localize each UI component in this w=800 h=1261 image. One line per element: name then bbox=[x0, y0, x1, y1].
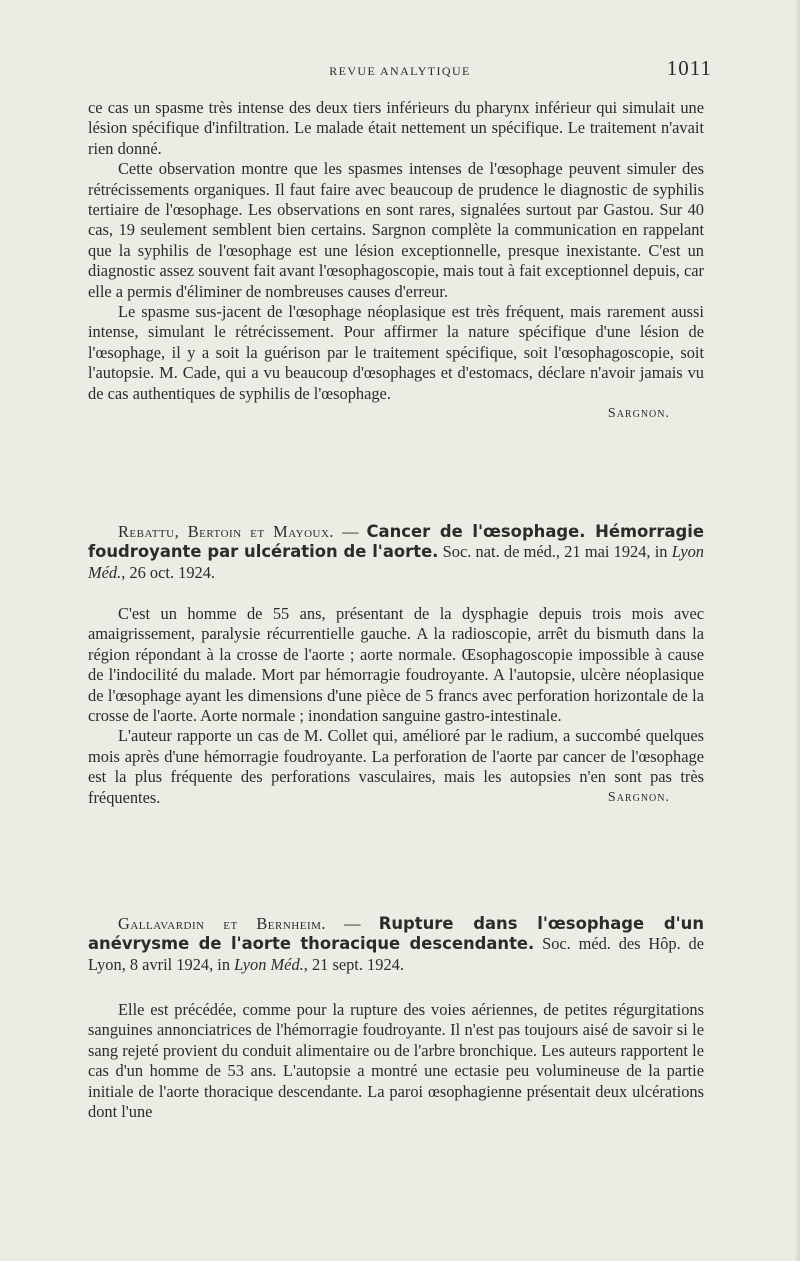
paragraph: Le spasme sus-jacent de l'œsophage néoplasique est très fréquent, mais rarement aussi intense, simulant le rétrécissement. Pour affirmer la nature spécifique d'une lésion de l'œsophage, il y a soit la guérison par le traitement spécifique, soit l'œsophagoscopie, soit l'autopsie. M. Cade, qui a vu beaucoup d'œsophages et d'estomacs, déclare n'avoir jamais vu de cas authentiques de syphilis de l'œsophage. bbox=[88, 302, 704, 403]
journal-name: Lyon Méd. bbox=[88, 542, 704, 582]
section-2 bbox=[88, 522, 704, 583]
signature: Sargnon. bbox=[607, 789, 670, 805]
section-3 bbox=[88, 914, 704, 975]
article-title: Rupture dans l'œsophage d'un anévrysme de l'aorte thoracique descendante. bbox=[88, 914, 705, 954]
paragraph-text: L'auteur rapporte un cas de M. Collet qui, amélioré par le radium, a succombé quelques mois après d'une hémorragie foudroyante. La perforation de l'aorte par cancer de l'œsophage est la plus fréquente des perforations vasculaires, mais les autopsies n'en sont pas très fréquentes. bbox=[88, 726, 704, 807]
citation-date: , 21 sept. 1924. bbox=[303, 954, 404, 974]
paragraph: ce cas un spasme très intense des deux tiers inférieurs du pharynx inférieur qui simulait une lésion spécifique d'infiltration. Le malade était nettement un spécifique. Le traitement n'avait rien donné. bbox=[88, 98, 704, 158]
running-title: REVUE ANALYTIQUE bbox=[329, 64, 471, 78]
section-2-body bbox=[88, 604, 704, 808]
citation: Soc. méd. des Hôp. de Lyon, 8 avril 1924, in bbox=[88, 934, 704, 974]
section-1 bbox=[88, 98, 704, 425]
page-edge bbox=[794, 0, 800, 1261]
paragraph: Elle est précédée, comme pour la rupture des voies aériennes, de petites régurgitations sanguines annonciatrices de l'hémorragie foudroyante. Il n'est pas toujours aisé de savoir si le sang rejeté provient du conduit alimentaire ou de l'arbre bronchique. Les auteurs rapportent le cas d'un homme de 53 ans. L'autopsie a montré une ectasie peu volumineuse de la partie initiale de l'aorte thoracique descendante. La paroi œsophagienne présentait deux ulcérations dont l'une bbox=[88, 1000, 704, 1122]
heading-dash: — bbox=[326, 914, 379, 933]
authors: Gallavardin et Bernheim. bbox=[118, 914, 327, 933]
article-heading bbox=[88, 914, 704, 975]
article-title: Cancer de l'œsophage. Hémorragie foudroyante par ulcération de l'aorte. bbox=[88, 522, 704, 562]
paragraph: C'est un homme de 55 ans, présentant de la dysphagie depuis trois mois avec amaigrissement, paralysie récurrentielle gauche. A la radioscopie, arrêt du bismuth dans la région répondant à la crosse de l'aorte ; aorte normale. Œsophagoscopie impossible à cause de l'indocilité du malade. Mort par hémorragie foudroyante. A l'autopsie, ulcère néoplasique de l'œsophage ayant les dimensions d'une pièce de 5 francs avec perforation horizontale de la crosse de l'aorte. Aorte normale ; inondation sanguine gastro-intestinale. bbox=[88, 604, 704, 726]
citation-date: , 26 oct. 1924. bbox=[121, 562, 216, 582]
paragraph bbox=[88, 726, 704, 808]
running-head bbox=[88, 56, 712, 84]
signature: Sargnon. bbox=[607, 406, 670, 422]
section-3-body bbox=[88, 1000, 704, 1122]
journal-name: Lyon Méd. bbox=[234, 954, 304, 974]
citation: Soc. nat. de méd., 21 mai 1924, in bbox=[438, 542, 672, 562]
article-heading bbox=[88, 522, 704, 583]
paragraph: Cette observation montre que les spasmes intenses de l'œsophage peuvent simuler des rétrécissements organiques. Il faut faire avec beaucoup de prudence le diagnostic de syphilis tertiaire de l'œsophage. Les observations en sont rares, signalées surtout par Gastou. Sur 40 cas, 19 seulement semblent bien certains. Sargnon complète la communication en rappelant que la syphilis de l'œsophage est une lésion exceptionnelle, presque inexistante. C'est un diagnostic assez souvent fait avant l'œsophagoscopie, mais tout à fait exceptionnel depuis, car elle a permis d'éliminer de nombreuses causes d'erreur. bbox=[88, 159, 704, 301]
authors: Rebattu, Bertoin et Mayoux. bbox=[118, 522, 335, 541]
page-number: 1011 bbox=[666, 56, 712, 80]
heading-dash: — bbox=[334, 522, 367, 541]
